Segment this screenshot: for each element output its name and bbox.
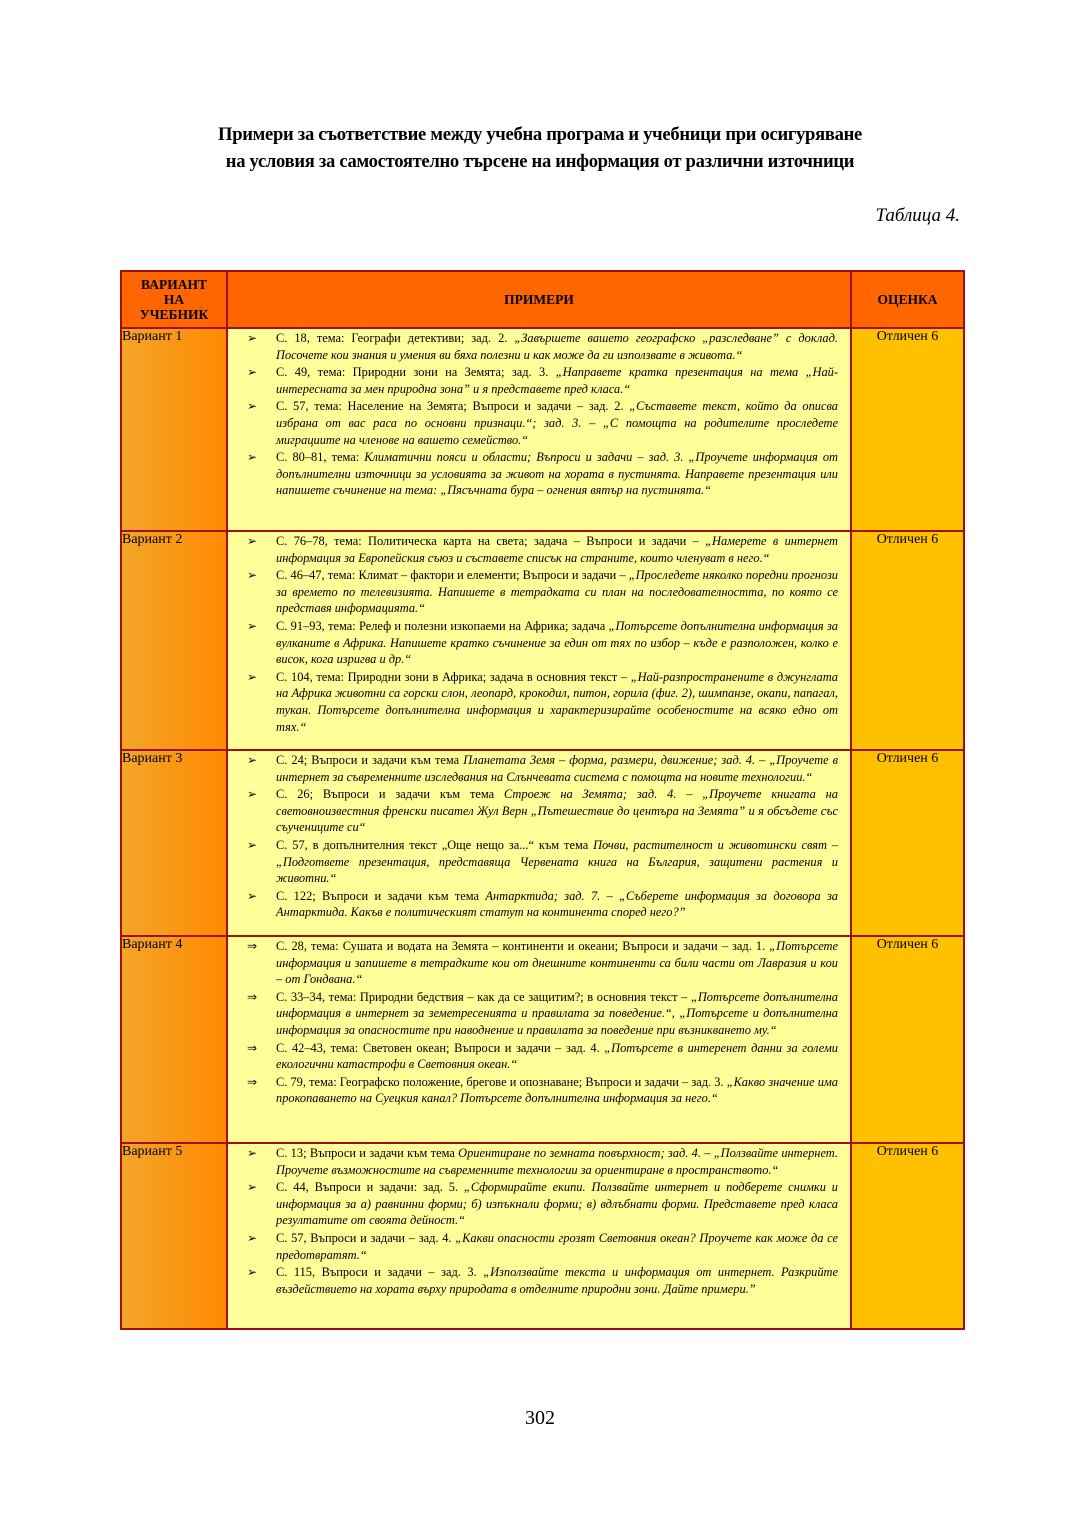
examples-table bbox=[120, 270, 965, 1330]
examples-cell bbox=[227, 936, 851, 1143]
title-line-1: Примери за съответствие между учебна програма и учебници при осигуряване bbox=[218, 124, 862, 145]
grade-cell: Отличен 6 bbox=[851, 328, 964, 531]
arrowhead-bullet-icon: ➢ bbox=[246, 399, 258, 414]
example-task: Антарктида; зад. 7. – „Съберете информация за договора за Антарктида. Какъв е политическият статут на континента според него?” bbox=[276, 888, 839, 920]
arrowhead-bullet-icon: ➢ bbox=[246, 888, 258, 903]
arrowhead-bullet-icon: ➢ bbox=[246, 669, 258, 684]
table-row bbox=[121, 1143, 964, 1329]
table-row bbox=[121, 750, 964, 936]
example-item bbox=[228, 1178, 850, 1229]
header-variant bbox=[121, 271, 227, 328]
example-item bbox=[228, 1144, 850, 1178]
example-reference: С. 122; Въпроси и задачи към тема bbox=[276, 888, 486, 903]
example-task: „Проследете няколко поредни прогнози за времето по телевизията. Напишете в тетрадката си план на последователността, по която се представя информацията.“ bbox=[276, 568, 838, 616]
example-reference: С. 18, тема: Географи детективи; зад. 2. bbox=[276, 331, 515, 345]
arrowhead-bullet-icon: ➢ bbox=[246, 450, 258, 465]
table-row bbox=[121, 328, 964, 531]
example-task: „Какво значение има прокопаването на Суецкия канал? Потърсете допълнителна информация за него.“ bbox=[276, 1074, 839, 1106]
arrowhead-bullet-icon: ➢ bbox=[246, 1146, 258, 1160]
arrowhead-bullet-icon: ➢ bbox=[246, 787, 258, 802]
arrowhead-bullet-icon: ➢ bbox=[246, 365, 258, 380]
example-item bbox=[228, 1039, 850, 1073]
example-text bbox=[276, 330, 838, 363]
example-item bbox=[228, 617, 850, 668]
example-reference: С. 44, Въпроси и задачи: зад. 5. bbox=[276, 1180, 464, 1195]
header-grade: ОЦЕНКА bbox=[851, 271, 964, 328]
variant-cell: Вариант 3 bbox=[121, 750, 227, 936]
arrow-bullet-icon: ⇒ bbox=[246, 1074, 258, 1089]
table-row bbox=[121, 936, 964, 1143]
example-item bbox=[228, 988, 850, 1039]
example-text bbox=[276, 989, 838, 1039]
arrowhead-bullet-icon: ➢ bbox=[246, 1230, 258, 1245]
arrowhead-bullet-icon: ➢ bbox=[246, 568, 258, 583]
header-variant-line: НА bbox=[163, 292, 185, 307]
title-line-2: на условия за самостоятелно търсене на информация от различни източници bbox=[225, 151, 855, 172]
arrowhead-bullet-icon: ➢ bbox=[246, 1265, 258, 1280]
example-task: „Завършете вашето географско „разследване” с доклад. Посочете кои знания и умения ви бяха полезни и как може да ги използвате в живота.“ bbox=[276, 331, 838, 362]
grade-cell: Отличен 6 bbox=[851, 750, 964, 936]
example-item bbox=[228, 668, 850, 735]
header-variant-line: ВАРИАНТ bbox=[141, 277, 207, 292]
example-reference: С. 115, Въпроси и задачи – зад. 3. bbox=[276, 1265, 484, 1280]
variant-cell: Вариант 4 bbox=[121, 936, 227, 1143]
example-reference: С. 91–93, тема: Релеф и полезни изкопаеми на Африка; задача bbox=[276, 618, 609, 633]
example-item bbox=[228, 887, 850, 921]
example-reference: С. 46–47, тема: Климат – фактори и елементи; Въпроси и задачи – bbox=[276, 568, 629, 583]
header-variant-line: УЧЕБНИК bbox=[139, 307, 209, 322]
arrowhead-bullet-icon: ➢ bbox=[246, 331, 258, 345]
variant-cell: Вариант 5 bbox=[121, 1143, 227, 1329]
example-task: Строеж на Земята; зад. 4. – „Проучете книгата на световноизвестния френски писател Жул Верн „Пътешествие до центъра на Земята” и я обсъдете със съучениците си“ bbox=[276, 787, 838, 835]
example-reference: С. 76–78, тема: Политическа карта на света; задача – Въпроси и задачи – bbox=[276, 534, 706, 548]
example-item bbox=[228, 329, 850, 363]
example-text bbox=[276, 618, 838, 668]
table-header-row bbox=[121, 271, 964, 328]
variant-cell: Вариант 1 bbox=[121, 328, 227, 531]
example-item bbox=[228, 1263, 850, 1297]
example-item bbox=[228, 937, 850, 988]
example-item bbox=[228, 448, 850, 499]
example-reference: С. 28, тема: Сушата и водата на Земята – континенти и океани; Въпроси и задачи – зад. 1. bbox=[276, 939, 770, 953]
example-text bbox=[276, 1230, 838, 1263]
table-number: Таблица 4. bbox=[875, 205, 960, 226]
example-item bbox=[228, 397, 850, 448]
example-item bbox=[228, 785, 850, 836]
example-text bbox=[276, 1264, 838, 1297]
example-task: „Потърсете в интеренет данни за големи екологични катастрофи в Световния океан.“ bbox=[276, 1040, 838, 1072]
arrowhead-bullet-icon: ➢ bbox=[246, 618, 258, 633]
header-examples: ПРИМЕРИ bbox=[227, 271, 851, 328]
example-text bbox=[276, 669, 838, 735]
example-task: „Сформирайте екипи. Ползвайте интернет и подберете снимки и информация за а) равнинни форми; б) изпъкнали форми; в) вдлъбнати форми. Представете пред класа резултатите от своята дейност.“ bbox=[276, 1180, 838, 1228]
example-text bbox=[276, 1145, 838, 1178]
example-text bbox=[276, 533, 838, 566]
example-text bbox=[276, 1040, 838, 1073]
example-text bbox=[276, 364, 838, 397]
example-task: Планетата Земя – форма, размери, движение; зад. 4. – „Проучете в интернет за съвременните изследвания на Слънчевата система с помощта на новите технологии.“ bbox=[276, 753, 838, 784]
example-item bbox=[228, 836, 850, 887]
arrow-bullet-icon: ⇒ bbox=[246, 989, 258, 1004]
arrowhead-bullet-icon: ➢ bbox=[246, 534, 258, 548]
example-reference: С. 57, в допълнителния текст „Още нещо за...“ към тема bbox=[276, 837, 594, 852]
example-reference: С. 80–81, тема: bbox=[276, 450, 365, 465]
example-reference: С. 79, тема: Географско положение, брегове и опознаване; Въпроси и задачи – зад. 3. bbox=[276, 1074, 727, 1089]
examples-cell bbox=[227, 1143, 851, 1329]
example-item bbox=[228, 363, 850, 397]
example-task: „Направете кратка презентация на тема „Най-интересната за мен природна зона” и я представете пред класа.“ bbox=[276, 365, 838, 396]
example-item bbox=[228, 532, 850, 566]
example-task: Климатични пояси и области; Въпроси и задачи – зад. 3. „Проучете информация от допълнителни източници за условията за живот на хората в пустинята. Направете презентация или напишете съчинение на тема: „Пясъчната бура – огнения вятър на пустинята.“ bbox=[276, 450, 838, 498]
arrowhead-bullet-icon: ➢ bbox=[246, 1180, 258, 1195]
example-task: „Какви опасности грозят Световния океан? Проучете как може да се предотвратят.“ bbox=[276, 1230, 838, 1262]
example-reference: С. 13; Въпроси и задачи към тема bbox=[276, 1146, 459, 1160]
example-text bbox=[276, 938, 838, 988]
page-number: 302 bbox=[525, 1407, 555, 1429]
examples-cell bbox=[227, 531, 851, 750]
arrow-bullet-icon: ⇒ bbox=[246, 1040, 258, 1055]
example-reference: С. 26; Въпроси и задачи към тема bbox=[276, 787, 504, 802]
example-item bbox=[228, 751, 850, 785]
example-text bbox=[276, 888, 838, 921]
example-text bbox=[276, 1179, 838, 1229]
example-reference: С. 104, тема: Природни зони в Африка; задача в основния текст – bbox=[276, 669, 631, 684]
example-text bbox=[276, 786, 838, 836]
arrowhead-bullet-icon: ➢ bbox=[246, 837, 258, 852]
example-task: „Потърсете допълнителна информация за вулканите в Африка. Напишете кратко съчинение за един от тях по избор – къде е разположен, колко е висок, кога изригва и др.“ bbox=[276, 618, 838, 667]
example-task: „Съставете текст, който да описва избрана от вас раса по основни признаци.“; зад. 3. – „С помощта на родителите проследете миграциите на членове на вашето семейство.“ bbox=[276, 399, 838, 447]
variant-cell: Вариант 2 bbox=[121, 531, 227, 750]
example-item bbox=[228, 566, 850, 617]
example-task: „Намерете в интернет информация за Европейския съюз и съставете списък на страните, които членуват в него.“ bbox=[276, 534, 838, 565]
example-reference: С. 49, тема: Природни зони на Земята; зад. 3. bbox=[276, 365, 556, 380]
example-task: Почви, растителност и животински свят – „Подгответе презентация, представяща Червената книга на България, защитени растения и животни.“ bbox=[276, 837, 838, 886]
example-text bbox=[276, 837, 838, 887]
example-text bbox=[276, 398, 838, 448]
example-reference: С. 42–43, тема: Световен океан; Въпроси и задачи – зад. 4. bbox=[276, 1040, 605, 1055]
example-reference: С. 24; Въпроси и задачи към тема bbox=[276, 753, 464, 767]
grade-cell: Отличен 6 bbox=[851, 1143, 964, 1329]
example-text bbox=[276, 1074, 838, 1107]
example-task: „Използвайте текста и информация от интернет. Разкрийте въздействието на хората върху природата в отделните природни зони. Дайте примери.” bbox=[276, 1265, 839, 1296]
grade-cell: Отличен 6 bbox=[851, 531, 964, 750]
table-row bbox=[121, 531, 964, 750]
example-reference: С. 57, тема: Население на Земята; Въпроси и задачи – зад. 2. bbox=[276, 399, 630, 414]
example-text bbox=[276, 449, 838, 499]
examples-cell bbox=[227, 750, 851, 936]
page-title bbox=[60, 121, 1020, 175]
example-text bbox=[276, 752, 838, 785]
example-reference: С. 33–34, тема: Природни бедствия – как да се защитим?; в основния текст – bbox=[276, 989, 691, 1004]
example-task: „Потърсете информация и запишете в тетрадките кои от днешните континенти са били части от Лавразия и кои – от Гондвана.“ bbox=[276, 939, 838, 987]
arrow-bullet-icon: ⇒ bbox=[246, 939, 258, 953]
example-reference: С. 57, Въпроси и задачи – зад. 4. bbox=[276, 1230, 456, 1245]
example-task: „Потърсете допълнителна информация в интернет за земетресенията и правилата за поведение.“, „Потърсете и допълнителна информация за опасностите при наводнение и правилата за поведение при възникването му.“ bbox=[276, 989, 838, 1037]
example-text bbox=[276, 567, 838, 617]
arrowhead-bullet-icon: ➢ bbox=[246, 753, 258, 767]
examples-cell bbox=[227, 328, 851, 531]
example-item bbox=[228, 1073, 850, 1107]
example-item bbox=[228, 1229, 850, 1263]
example-task: „Най-разпространените в джунглата на Африка животни са горски слон, леопард, крокодил, питон, горила (фиг. 2), шимпанзе, окапи, папагал, тукан. Потърсете допълнителна информация и характеризирайте особеностите на всяко едно от тях.“ bbox=[276, 669, 838, 734]
example-task: Ориентиране по земната повърхност; зад. 4. – „Ползвайте интернет. Проучете възможностите на съвременните технологии за ориентиране в пространството.“ bbox=[276, 1146, 838, 1177]
grade-cell: Отличен 6 bbox=[851, 936, 964, 1143]
